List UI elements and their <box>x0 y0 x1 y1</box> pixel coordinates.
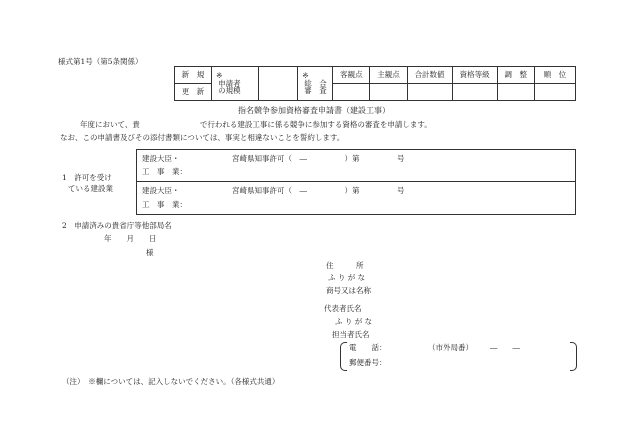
company-label: 商号又は名称 <box>326 286 371 295</box>
footnote: （注） ※欄については、記入しないでください。（各様式共通） <box>62 377 280 386</box>
review-label: 総 合 審 査 <box>304 78 327 96</box>
intro-line-1: 年度において、貴 で行われる建設工事に係る競争に参加する資格の審査を申請します。 <box>80 120 432 129</box>
scale-value-cell <box>259 67 298 101</box>
review-cell <box>298 67 333 101</box>
col-objective: 客観点 <box>333 67 370 84</box>
permit-row-1-work: 工 事 業： <box>142 167 187 176</box>
col-rank: 順 位 <box>534 67 575 84</box>
permit-label-2: ている建設業 <box>68 184 113 193</box>
furigana-label-1: ふ り が な <box>328 273 366 282</box>
val-adjust <box>497 84 534 101</box>
permit-row-2-work: 工 事 業： <box>142 200 187 209</box>
col-subjective: 主観点 <box>370 67 407 84</box>
document-title: 指名競争参加資格審査申請書（建設工事） <box>238 106 390 115</box>
furigana-label-2: ふ り が な <box>335 317 373 326</box>
contact-bracket-left <box>340 342 347 371</box>
scale-cell <box>212 67 259 101</box>
col-total: 合計数値 <box>407 67 452 84</box>
new-label: 新 規 <box>175 67 212 84</box>
section-2-label: 2 申請済みの貴省庁等他部局名 <box>62 221 172 230</box>
permit-row-divider <box>136 181 575 182</box>
contact-name-label: 担当者氏名 <box>332 330 370 339</box>
address-label: 住 所 <box>326 261 364 270</box>
scale-label: 申請者 の規模 <box>218 78 241 96</box>
mark-1: ※ <box>216 70 223 80</box>
renew-label: 更 新 <box>175 84 212 101</box>
permit-row-2-license: 建設大臣・ 宮崎県知事許可（ ― ）第 号 <box>142 186 405 195</box>
area-code-label: （市外局番） <box>428 343 473 352</box>
form-number: 様式第1号（第5条関係） <box>58 57 143 66</box>
phone-label: 電 話： <box>349 343 387 352</box>
addressee-suffix: 様 <box>146 248 154 257</box>
col-grade: 資格等級 <box>452 67 497 84</box>
intro-line-2: なお、この申請書及びその添付書類については、事実と相違ないことを誓約します。 <box>60 133 345 142</box>
phone-dashes: ― ― <box>490 343 520 352</box>
mark-2: ※ <box>302 70 309 80</box>
rep-name-label: 代表者氏名 <box>324 304 362 313</box>
date-line: 年 月 日 <box>104 234 157 243</box>
col-adjust: 調 整 <box>497 67 534 84</box>
header-table <box>174 66 576 101</box>
permit-label-1: 1 許可を受け <box>62 173 112 182</box>
contact-bracket-right <box>570 342 577 371</box>
postal-label: 郵便番号： <box>349 358 387 367</box>
val-total <box>407 84 452 101</box>
val-objective <box>333 84 370 101</box>
permit-row-1-license: 建設大臣・ 宮崎県知事許可（ ― ）第 号 <box>142 154 405 163</box>
val-grade <box>452 84 497 101</box>
val-subjective <box>370 84 407 101</box>
val-rank <box>534 84 575 101</box>
